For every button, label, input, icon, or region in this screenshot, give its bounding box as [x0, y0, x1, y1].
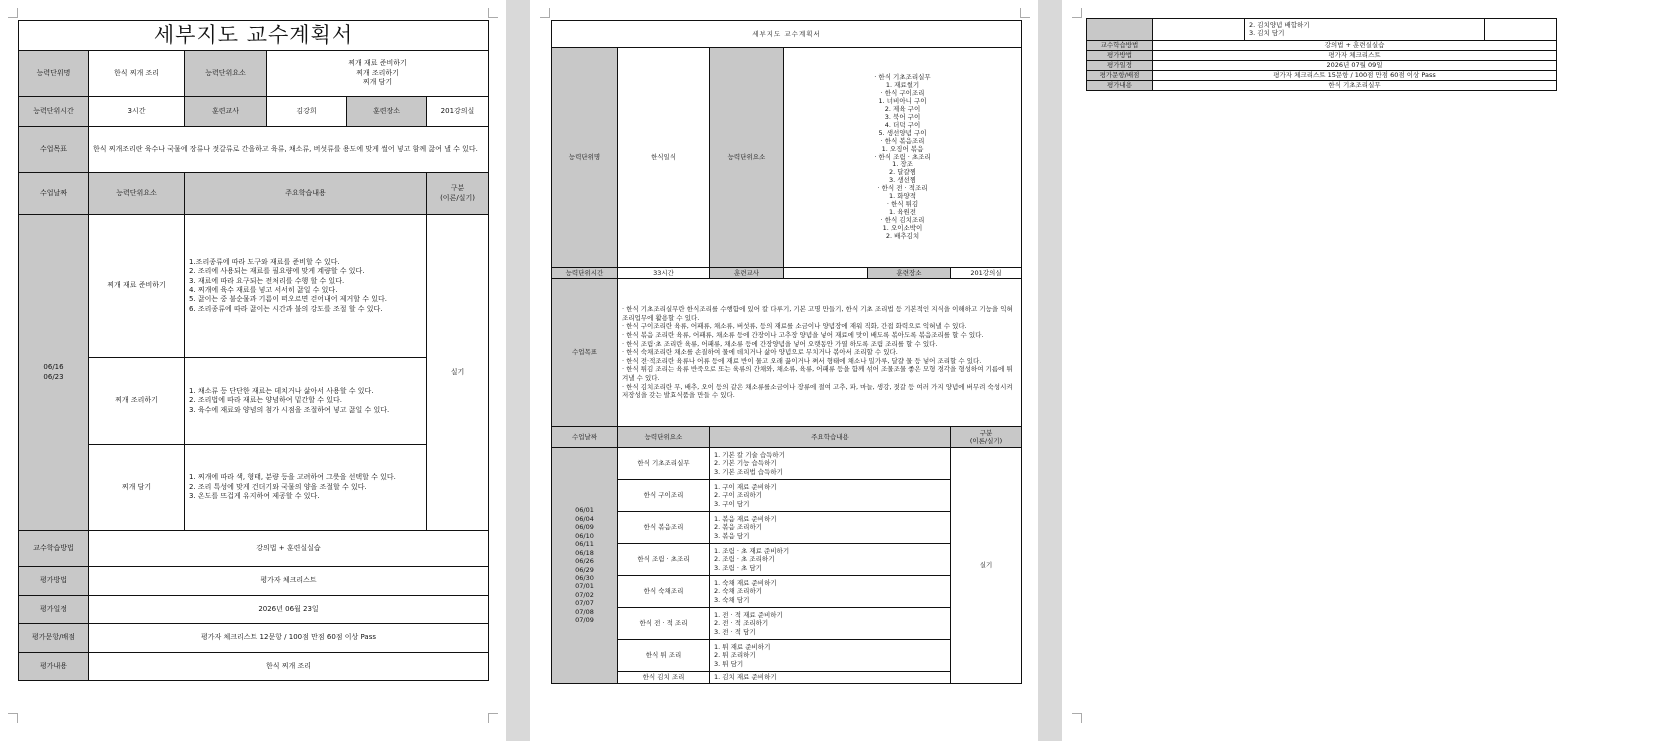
row-element: 찌개 담기: [89, 445, 185, 531]
class-type: 실기: [951, 448, 1022, 684]
row-content: [185, 445, 427, 531]
document-page-2: [530, 0, 1038, 741]
unit-name: 한식일식: [618, 48, 710, 268]
content-item: 2. 숙채 조리하기: [714, 587, 763, 596]
row-element: 찌개 재료 준비하기: [89, 215, 185, 358]
teacher-label: 훈련교사: [185, 97, 267, 127]
content-item: 1. 볶음 재료 준비하기: [714, 514, 777, 523]
goal-item: · 한식 튀김 조리는 육류 반죽으로 또는 육류의 간채와, 채소류, 육류, 어패류 등을 함께 섞어 조물조물 좋은 모형 경각을 형성하여 기름에 튀겨낼 수 있다.: [622, 365, 1013, 382]
footer-value: 한식 기초조리실무: [1153, 81, 1557, 91]
goal-item: · 한식 숙채조리란 채소를 손질하여 물에 데치거나 삶아 양념으로 무치거나 볶아서 조리할 수 있다.: [622, 348, 898, 357]
element-item: 1. 오징어 볶음: [881, 144, 924, 153]
content-item: 2. 조리 특성에 맞게 건더기와 국물의 양을 조절할 수 있다.: [189, 482, 367, 491]
class-dates: 06/01 06/04 06/09 06/10 06/11 06/18 06/26 06/29 06/30 07/01 07/02 07/07 07/08 07/09: [552, 448, 618, 684]
document-page-1: [0, 0, 506, 741]
element-item: 찌개 재료 준비하기: [348, 59, 407, 68]
element-label: 능력단위요소: [710, 48, 784, 268]
col-date: 수업날짜: [552, 427, 618, 448]
place-label: 훈련장소: [868, 268, 951, 279]
goal-item: · 한식 구이조리란 육류, 어패류, 채소류, 버섯류, 등의 재료를 소금이나 양념장에 재워 직화, 간접 화력으로 익혀낼 수 있다.: [622, 322, 967, 331]
row-element: 한식 기초조리실무: [618, 448, 710, 480]
element-item: · 한식 구이조리: [880, 89, 925, 98]
content-item: 5. 끓이는 중 불순물과 기름이 떠오르면 걷어내어 제거할 수 있다.: [189, 295, 387, 304]
goal-label: 수업목표: [552, 279, 618, 427]
row-content: [710, 544, 951, 576]
continued-element-cell: [1153, 19, 1245, 41]
element-item: 찌개 조리하기: [356, 68, 399, 77]
element-list: [267, 51, 489, 97]
footer-value: 평가자 체크리스트: [1153, 51, 1557, 61]
element-item: 1. 장조: [892, 160, 913, 169]
content-item: 2. 전 · 적 조리하기: [714, 619, 769, 628]
content-item: 2. 기본 기능 습득하기: [714, 459, 777, 468]
element-item: 1. 너비아니 구이: [878, 97, 927, 106]
content-item: 2. 김치양념 배합하기: [1249, 20, 1310, 29]
time-label: 능력단위시간: [19, 97, 89, 127]
content-item: 3. 숙채 담기: [714, 595, 750, 604]
continued-date-cell: [1087, 19, 1153, 41]
footer-label: 평가문항/배점: [19, 624, 89, 653]
class-dates: 06/16 06/23: [19, 215, 89, 531]
goal-label: 수업목표: [19, 127, 89, 173]
class-type: 실기: [427, 215, 489, 531]
content-item: 3. 온도를 뜨겁게 유지하여 제공할 수 있다.: [189, 492, 320, 501]
plan-table-2: [551, 20, 1022, 684]
row-content: [710, 576, 951, 608]
place-label: 훈련장소: [347, 97, 427, 127]
row-element: 한식 전 · 적 조리: [618, 608, 710, 640]
row-content: [710, 672, 951, 684]
unit-time: 33시간: [618, 268, 710, 279]
row-content: [710, 480, 951, 512]
row-element: 한식 김치 조리: [618, 672, 710, 684]
content-item: 3. 육수에 재료와 양념의 첨가 시점을 조절하여 넣고 끓일 수 있다.: [189, 405, 390, 414]
content-item: 2. 조리에 사용되는 재료를 필요량에 맞게 계량할 수 있다.: [189, 267, 365, 276]
content-item: 2. 튀 조리하기: [714, 651, 756, 660]
margin-mark: [488, 713, 498, 723]
content-item: 3. 구이 담기: [714, 499, 750, 508]
element-item: 1. 육원전: [888, 207, 917, 216]
goal-text: 한식 찌개조리란 육수나 국물에 장류나 젓갈류로 간을하고 육류, 채소류, 버섯류를 용도에 맞게 썰어 넣고 함께 끓여 낼 수 있다.: [89, 127, 489, 173]
element-item: · 한식 튀김: [886, 200, 919, 209]
content-item: 1. 구이 재료 준비하기: [714, 482, 777, 491]
unit-name: 한식 찌개 조리: [89, 51, 185, 97]
row-content: [185, 215, 427, 358]
footer-value: 강의법 + 훈련실실습: [1153, 41, 1557, 51]
row-element: 한식 튀 조리: [618, 640, 710, 672]
page-title: 세부지도 교수계획서: [552, 21, 1022, 48]
footer-label: 평가문항/배점: [1087, 71, 1153, 81]
element-item: · 한식 볶음조리: [880, 136, 925, 145]
row-content: [710, 640, 951, 672]
content-item: 1. 숙채 재료 준비하기: [714, 578, 777, 587]
row-content: [1245, 19, 1485, 41]
goal-item: · 한식 전·적조리란 육류나 어류 등에 재료 반이 물고 오래 끓이거나 쪄서 형태에 채소나 밀가루, 달걀 물 등 넣어 조리할 수 있다.: [622, 356, 982, 365]
document-page-3: [1062, 0, 1659, 741]
element-item: · 한식 기초조리실무: [874, 73, 931, 82]
footer-label: 평가방법: [19, 567, 89, 596]
footer-value: 2026년 07월 09일: [1153, 61, 1557, 71]
place-value: 201강의실: [951, 268, 1022, 279]
footer-value: 평가자 체크리스트 12문항 / 100점 만점 60점 이상 Pass: [89, 624, 489, 653]
goal-item: · 한식 기초조리실무란 한식조리를 수행함에 있어 칼 다루기, 기본 고명 만들기, 한식 기초 조리법 등 기본적인 지식을 이해하고 기능을 익혀 조리업무에 활용할 수 있다.: [622, 305, 1013, 322]
col-element: 능력단위요소: [89, 173, 185, 215]
element-item: · 한식 전 · 적조리: [877, 184, 928, 193]
goal-item: · 한식 조림·초 조리란 육류, 어패류, 채소류 등에 간장양념을 넣어 오랫동안 가열 하도록 조림 조리를 할 수 있다.: [622, 339, 938, 348]
element-list: [784, 48, 1022, 268]
content-item: 3. 김치 담기: [1249, 28, 1285, 37]
element-item: · 한식 조림 · 초조리: [874, 152, 931, 161]
content-item: 3. 전 · 적 담기: [714, 627, 756, 636]
footer-value: 한식 찌개 조리: [89, 653, 489, 681]
element-item: 2. 달걀찜: [888, 168, 917, 177]
footer-label: 평가방법: [1087, 51, 1153, 61]
row-element: 한식 조림 · 초조리: [618, 544, 710, 576]
content-item: 2. 구이 조리하기: [714, 491, 763, 500]
continued-type-cell: [1485, 19, 1557, 41]
content-item: 3. 조림 · 초 담기: [714, 563, 762, 572]
goal-item: · 한식 김치조리란 무, 배추, 오이 등의 같은 채소류를소금이나 장류에 절여 고추, 파, 마늘, 생강, 젓갈 등 여러 가지 양념에 버무려 숙성시켜 저장성을 갖는 발효식품을 만들 수 있다.: [622, 382, 1013, 400]
margin-mark: [8, 713, 18, 723]
content-item: 1. 채소류 등 단단한 재료는 데치거나 삶아서 사용할 수 있다.: [189, 386, 374, 395]
footer-label: 평가일정: [19, 596, 89, 624]
content-item: 3. 기본 조리법 습득하기: [714, 467, 783, 476]
element-item: 4. 더덕 구이: [884, 120, 921, 129]
element-item: 찌개 담기: [362, 78, 393, 87]
footer-label: 평가내용: [19, 653, 89, 681]
content-item: 6. 조리종류에 따라 끓이는 시간과 불의 강도를 조절 할 수 있다.: [189, 304, 383, 313]
unit-time: 3시간: [89, 97, 185, 127]
row-element: 찌개 조리하기: [89, 358, 185, 445]
footer-label: 평가일정: [1087, 61, 1153, 71]
content-item: 4. 찌개에 육수 재료를 넣고 서서히 끓일 수 있다.: [189, 286, 338, 294]
footer-label: 평가내용: [1087, 81, 1153, 91]
col-type: 구분 (이론/실기): [951, 427, 1022, 448]
element-item: 2. 배추김치: [885, 231, 920, 240]
col-type: 구분 (이론/실기): [427, 173, 489, 215]
element-item: 3. 생선찜: [888, 176, 917, 185]
margin-mark: [540, 8, 550, 18]
footer-value: 평가자 체크리스트 15문항 / 100점 만점 60점 이상 Pass: [1153, 71, 1557, 81]
unit-name-label: 능력단위명: [19, 51, 89, 97]
margin-mark: [488, 8, 498, 18]
content-item: 2. 조리법에 따라 재료는 양념하여 밑간할 수 있다.: [189, 396, 342, 405]
content-item: 1. 김치 재료 준비하기: [714, 673, 777, 682]
element-item: 3. 북어 구이: [884, 112, 921, 121]
footer-label: 교수학습방법: [19, 531, 89, 567]
margin-mark: [8, 8, 18, 18]
time-label: 능력단위시간: [552, 268, 618, 279]
content-item: 3. 볶음 담기: [714, 531, 750, 540]
goal-text: [618, 279, 1022, 427]
row-element: 한식 숙채조리: [618, 576, 710, 608]
content-item: 1. 조림 · 초 재료 준비하기: [714, 546, 790, 555]
content-item: 1. 찌개에 따라 색, 형태, 분량 등을 고려하여 그릇을 선택할 수 있다.: [189, 473, 396, 482]
goal-item: · 한식 볶음 조리란 육류, 어패류, 채소류 등에 간장이나 고추장 양념을 넣어 재료에 맛이 배도록 볶아도록 볶음조리를 할 수 있다.: [622, 331, 984, 340]
row-content: [710, 448, 951, 480]
content-item: 1. 전 · 적 재료 준비하기: [714, 610, 783, 619]
col-content: 주요학습내용: [185, 173, 427, 215]
col-element: 능력단위요소: [618, 427, 710, 448]
element-item: 5. 생선양념 구이: [878, 128, 927, 137]
row-element: 한식 구이조리: [618, 480, 710, 512]
plan-table-3: [1086, 18, 1557, 91]
element-item: 1. 재료썰기: [885, 81, 920, 90]
teacher-name: 김강희: [267, 97, 347, 127]
teacher-label: 훈련교사: [710, 268, 784, 279]
content-item: 1. 튀 재료 준비하기: [714, 642, 771, 651]
margin-mark: [1020, 8, 1030, 18]
footer-value: 2026년 06월 23일: [89, 596, 489, 624]
col-date: 수업날짜: [19, 173, 89, 215]
element-label: 능력단위요소: [185, 51, 267, 97]
content-item: 3. 튀 담기: [714, 659, 744, 668]
footer-label: 교수학습방법: [1087, 41, 1153, 51]
margin-mark: [1072, 8, 1082, 18]
margin-mark: [1072, 713, 1082, 723]
content-item: 3. 재료에 따라 요구되는 전처리를 수행 할 수 있다.: [189, 276, 345, 285]
place-value: 201강의실: [427, 97, 489, 127]
col-content: 주요학습내용: [710, 427, 951, 448]
content-item: 1. 기본 칼 기술 습득하기: [714, 450, 785, 459]
row-content: [710, 608, 951, 640]
content-item: 2. 조림 · 초 조리하기: [714, 555, 775, 564]
element-item: 1. 화양적: [888, 192, 917, 201]
row-content: [185, 358, 427, 445]
footer-value: 평가자 체크리스트: [89, 567, 489, 596]
teacher-name: [784, 268, 868, 279]
content-item: 2. 볶음 조리하기: [714, 523, 763, 532]
row-content: [710, 512, 951, 544]
page-title: 세부지도 교수계획서: [19, 21, 489, 51]
element-item: 2. 제육 구이: [884, 105, 921, 113]
element-item: 1. 오이소박이: [882, 223, 923, 232]
footer-value: 강의법 + 훈련실실습: [89, 531, 489, 567]
unit-name-label: 능력단위명: [552, 48, 618, 268]
content-item: 1.조리종류에 따라 도구와 재료를 준비할 수 있다.: [189, 257, 340, 266]
element-item: · 한식 김치조리: [880, 215, 925, 224]
row-element: 한식 볶음조리: [618, 512, 710, 544]
plan-table-1: [18, 20, 489, 681]
